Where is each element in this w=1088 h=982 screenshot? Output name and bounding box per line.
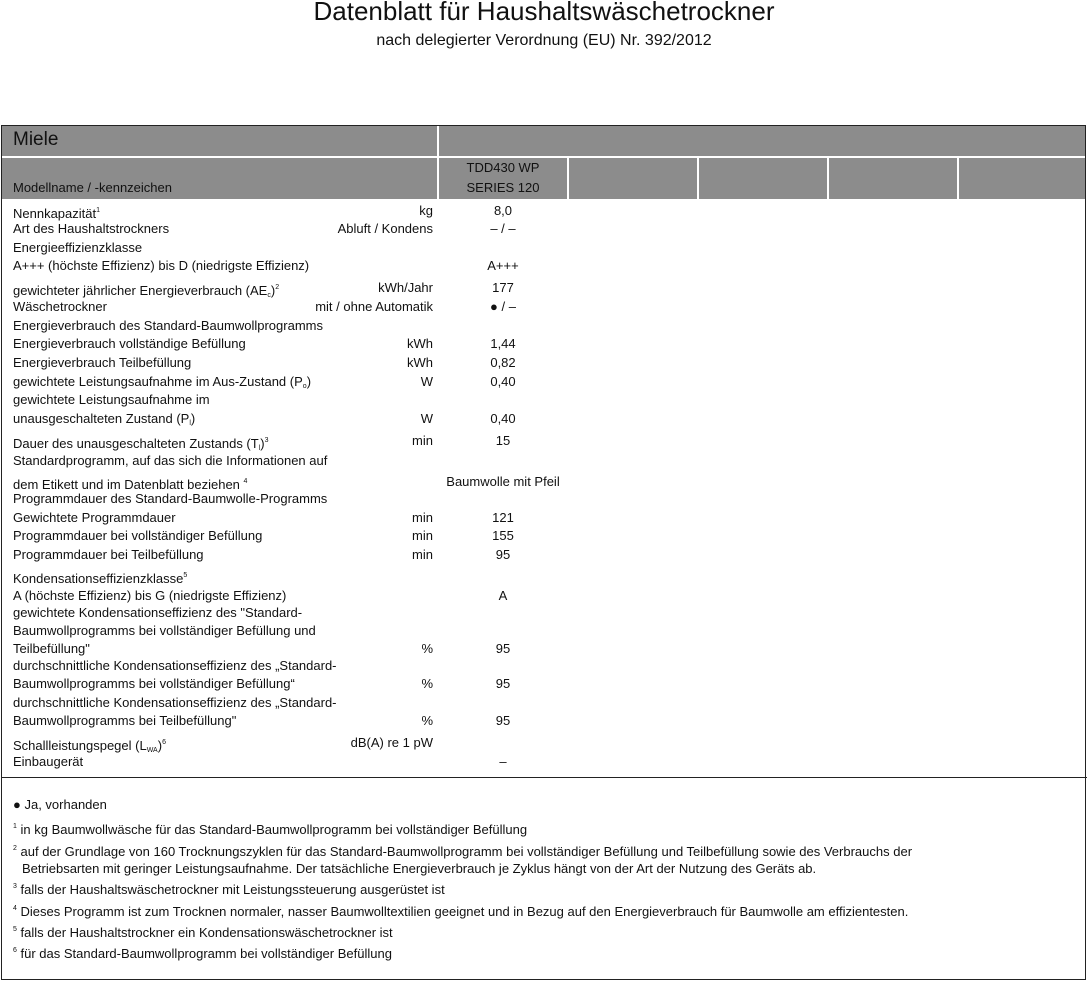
spec-row xyxy=(13,391,573,409)
spec-label-text: ) xyxy=(157,738,163,753)
spec-unit: W xyxy=(420,411,433,426)
spec-row xyxy=(13,410,573,428)
spec-row xyxy=(13,452,573,470)
spec-label-text: Nennkapazität xyxy=(13,206,97,221)
spec-value: 95 xyxy=(495,641,511,656)
spec-label-text: Energieverbrauch des Standard-Baumwollprogramms xyxy=(13,318,323,333)
spec-value: 1,44 xyxy=(490,336,516,351)
spec-row xyxy=(13,753,573,771)
spec-label xyxy=(13,675,295,693)
footnote-text: auf der Grundlage von 160 Trocknungszyklen für das Standard-Baumwollprogramm bei vollständiger Befüllung und Teilbefüllung sowie des Verbrauchs der xyxy=(16,844,913,859)
spec-label xyxy=(13,546,204,564)
footnote-number: 4 xyxy=(13,905,17,912)
spec-label-text: Energieverbrauch vollständige Befüllung xyxy=(13,336,246,351)
footnote-text: falls der Haushaltstrockner ein Kondensationswäschetrockner ist xyxy=(16,925,393,940)
footnote-text: für das Standard-Baumwollprogramm bei vollständiger Befüllung xyxy=(16,946,392,961)
spec-label-text: ) xyxy=(306,374,312,389)
spec-value: A xyxy=(498,588,508,603)
spec-value: A+++ xyxy=(487,258,519,273)
footnote-text: Betriebsarten mit geringer Leistungsaufnahme. Der tatsächliche Energieverbrauch je Zyklus hängt von der Art der Nutzung des Geräts ab. xyxy=(22,861,817,876)
spec-value: ● / – xyxy=(490,299,516,314)
footnote xyxy=(13,840,1053,877)
spec-label-text: ) xyxy=(190,411,196,426)
spec-unit: kg xyxy=(419,203,433,218)
spec-unit: dB(A) re 1 pW xyxy=(350,735,433,750)
spec-label-text: Kondensationseffizienzklasse xyxy=(13,571,184,586)
footnote xyxy=(13,942,1053,962)
spec-label-text: durchschnittliche Kondensationseffizienz des „Standard- xyxy=(13,695,337,710)
spec-label xyxy=(13,657,337,675)
spec-row xyxy=(13,257,573,275)
footnote xyxy=(13,921,1053,941)
spec-unit: mit / ohne Automatik xyxy=(315,299,433,314)
document-subtitle: nach delegierter Verordnung (EU) Nr. 392/2012 xyxy=(376,32,712,49)
spec-label xyxy=(13,452,327,470)
spec-unit: kWh/Jahr xyxy=(378,280,433,295)
spec-label-text: Wäschetrockner xyxy=(13,299,107,314)
spec-unit: min xyxy=(412,510,433,525)
spec-label-text: gewichtete Leistungsaufnahme im xyxy=(13,392,210,407)
spec-unit: min xyxy=(412,528,433,543)
spec-label xyxy=(13,509,176,527)
spec-row xyxy=(13,640,573,658)
spec-row xyxy=(13,220,573,238)
spec-label xyxy=(13,587,286,605)
brand-name: Miele xyxy=(13,129,59,150)
spec-row xyxy=(13,473,573,491)
footnote xyxy=(13,796,1053,813)
spec-label-text: gewichtete Leistungsaufnahme im Aus-Zustand (P xyxy=(13,374,303,389)
spec-label xyxy=(13,712,236,730)
spec-value: 95 xyxy=(495,713,511,728)
spec-value: 15 xyxy=(495,433,511,448)
footnote-number: 5 xyxy=(13,926,17,933)
spec-label-text: Energieeffizienzklasse xyxy=(13,240,143,255)
spec-label xyxy=(13,490,327,508)
spec-row xyxy=(13,622,573,640)
spec-label-text: Standardprogramm, auf das sich die Informationen auf xyxy=(13,453,328,468)
spec-row xyxy=(13,298,573,316)
spec-unit: % xyxy=(421,641,433,656)
spec-label-text: dem Etikett und im Datenblatt beziehen xyxy=(13,477,244,492)
spec-row xyxy=(13,587,573,605)
spec-row xyxy=(13,657,573,675)
spec-value: 121 xyxy=(492,510,514,525)
spec-row xyxy=(13,335,573,353)
spec-value: 0,40 xyxy=(490,411,516,426)
spec-label-text: unausgeschalteten Zustand (P xyxy=(13,411,190,426)
spec-unit: min xyxy=(412,433,433,448)
spec-label xyxy=(13,220,169,238)
footnote-text: Ja, vorhanden xyxy=(20,797,107,812)
spec-label-text: ) xyxy=(270,283,276,298)
footnote-ref: 3 xyxy=(264,437,269,444)
spec-label xyxy=(13,354,191,372)
spec-row xyxy=(13,490,573,508)
spec-label-text: Programmdauer des Standard-Baumwolle-Programms xyxy=(13,491,328,506)
spec-label-text: Baumwollprogramms bei vollständiger Befüllung und xyxy=(13,623,316,638)
spec-label xyxy=(13,239,142,257)
spec-unit: kWh xyxy=(407,355,433,370)
footnote xyxy=(13,878,1053,898)
spec-label-text: gewichtete Kondensationseffizienz des "Standard- xyxy=(13,605,303,620)
spec-label xyxy=(13,753,83,771)
spec-row xyxy=(13,202,573,220)
spec-unit: W xyxy=(420,374,433,389)
spec-value: 95 xyxy=(495,547,511,562)
subscript: l xyxy=(189,420,191,427)
spec-unit: min xyxy=(412,547,433,562)
spec-unit: % xyxy=(421,676,433,691)
spec-value: 0,40 xyxy=(490,374,516,389)
spec-row xyxy=(13,279,573,297)
footnote-text: in kg Baumwollwäsche für das Standard-Baumwollprogramm bei vollständiger Befüllung xyxy=(16,822,528,837)
spec-label xyxy=(13,410,195,433)
footnote-number: 2 xyxy=(13,845,17,852)
spec-value: 95 xyxy=(495,676,511,691)
footnote-ref: 2 xyxy=(275,284,280,291)
spec-label-text: A+++ (höchste Effizienz) bis D (niedrigste Effizienz) xyxy=(13,258,310,273)
spec-label-text: A (höchste Effizienz) bis G (niedrigste Effizienz) xyxy=(13,588,287,603)
model-name-line1: TDD430 WP xyxy=(466,160,540,175)
spec-label-text: Gewichtete Programmdauer xyxy=(13,510,176,525)
spec-label xyxy=(13,694,337,712)
spec-row xyxy=(13,567,573,585)
spec-value: 8,0 xyxy=(493,203,513,218)
subscript: WA xyxy=(146,747,158,754)
spec-row xyxy=(13,373,573,391)
footnote-text: falls der Haushaltswäschetrockner mit Leistungssteuerung ausgerüstet ist xyxy=(16,882,445,897)
spec-label-text: Programmdauer bei vollständiger Befüllung xyxy=(13,528,263,543)
spec-row xyxy=(13,694,573,712)
divider xyxy=(1,777,1087,778)
spec-row xyxy=(13,509,573,527)
footnote-ref: 5 xyxy=(183,572,188,579)
spec-row xyxy=(13,712,573,730)
spec-label-text: Energieverbrauch Teilbefüllung xyxy=(13,355,192,370)
spec-unit: Abluft / Kondens xyxy=(337,221,433,236)
spec-label xyxy=(13,298,107,316)
spec-label xyxy=(13,640,90,658)
spec-label-text: Baumwollprogramms bei Teilbefüllung" xyxy=(13,713,237,728)
spec-label xyxy=(13,391,210,409)
spec-row xyxy=(13,432,573,450)
spec-label-text: Art des Haushaltstrockners xyxy=(13,221,170,236)
spec-label-text: Programmdauer bei Teilbefüllung xyxy=(13,547,204,562)
subscript: c xyxy=(267,292,271,299)
subscript: l xyxy=(258,445,261,452)
spec-label xyxy=(13,604,302,622)
spec-label xyxy=(13,257,309,275)
spec-value: Baumwolle mit Pfeil xyxy=(446,474,560,489)
model-label: Modellname / -kennzeichen xyxy=(13,180,172,195)
spec-row xyxy=(13,675,573,693)
subscript: o xyxy=(302,383,307,390)
spec-label-text: Baumwollprogramms bei vollständiger Befüllung“ xyxy=(13,676,295,691)
spec-label-text: Schallleistungspegel (L xyxy=(13,738,147,753)
spec-row xyxy=(13,527,573,545)
document-title: Datenblatt für Haushaltswäschetrockner xyxy=(313,0,775,26)
spec-label-text: Dauer des unausgeschalteten Zustands (T xyxy=(13,436,259,451)
footnote xyxy=(13,818,1053,838)
spec-row xyxy=(13,604,573,622)
spec-row xyxy=(13,734,573,752)
spec-label xyxy=(13,335,246,353)
spec-value: 177 xyxy=(492,280,514,295)
footnote-ref: 4 xyxy=(243,478,248,485)
spec-value: 0,82 xyxy=(490,355,516,370)
spec-label xyxy=(13,567,187,588)
footnote-number: 6 xyxy=(13,947,17,954)
spec-label xyxy=(13,622,316,640)
spec-value: 155 xyxy=(492,528,514,543)
spec-unit: kWh xyxy=(407,336,433,351)
spec-label-text: gewichteter jährlicher Energieverbrauch (AE xyxy=(13,283,268,298)
spec-label xyxy=(13,317,323,335)
spec-label-text: Teilbefüllung" xyxy=(13,641,90,656)
spec-unit: % xyxy=(421,713,433,728)
spec-row xyxy=(13,546,573,564)
spec-label-text: ) xyxy=(260,436,265,451)
spec-label xyxy=(13,527,262,545)
footnote-number: 1 xyxy=(13,823,17,830)
spec-row xyxy=(13,317,573,335)
footnote-number: 3 xyxy=(13,883,17,890)
bullet-icon: ● xyxy=(13,797,21,812)
spec-label-text: Einbaugerät xyxy=(13,754,84,769)
spec-row xyxy=(13,354,573,372)
model-name-line2: SERIES 120 xyxy=(466,180,540,195)
footnote xyxy=(13,900,1053,920)
spec-row xyxy=(13,239,573,257)
footnote-text: Dieses Programm ist zum Trocknen normaler, nasser Baumwolltextilien geeignet und in Bezug auf den Energieverbrauch für Baumwolle am effizientesten. xyxy=(16,904,909,919)
spec-label-text: durchschnittliche Kondensationseffizienz des „Standard- xyxy=(13,658,337,673)
footnote-ref: 1 xyxy=(96,207,101,214)
footnote-ref: 6 xyxy=(162,739,166,746)
spec-value: – / – xyxy=(490,221,516,236)
spec-value: – xyxy=(499,754,507,769)
